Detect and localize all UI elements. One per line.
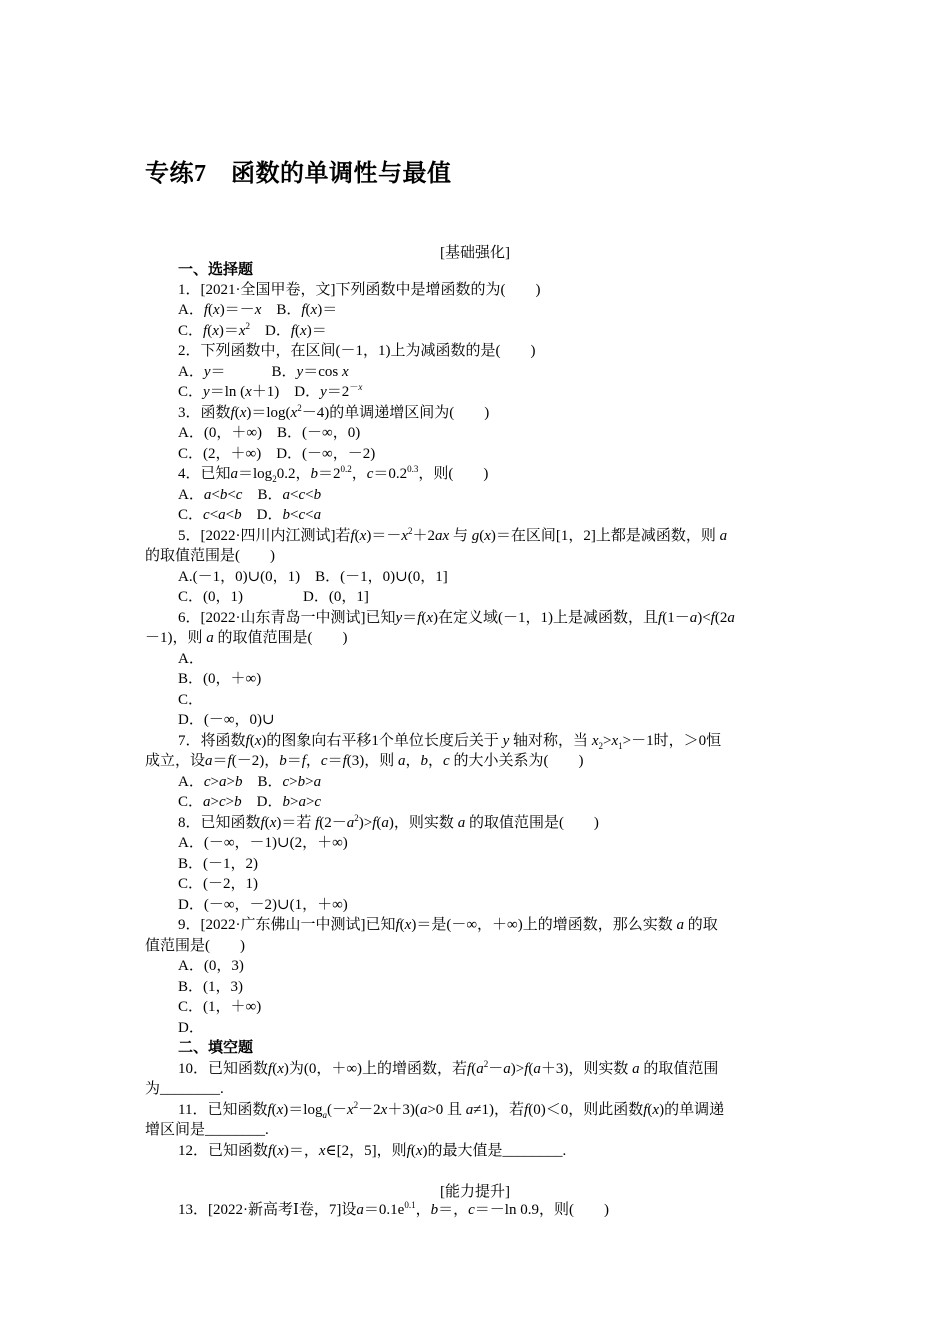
q9-stem: 9．[2022·广东佛山一中测试]已知f(x)＝是(－∞，＋∞)上的增函数，那么实数 a 的取: [178, 917, 718, 933]
heading-fill: 二、填空题: [178, 1040, 254, 1056]
q6-stem-cont: －1)，则 a 的取值范围是( ): [145, 630, 348, 646]
q8-option-b: B．(－1，2): [178, 856, 258, 872]
q11-stem: 11．已知函数$f(x)=\log_a(-x^2-2x+3)(a>0$ 且 a≠1)，若f(0)＜0，则此函数f(x)的单调递: [178, 1100, 725, 1120]
q11-stem-cont: 增区间是________.: [145, 1122, 269, 1138]
q9-option-c: C．(1，＋∞): [178, 999, 262, 1015]
q5-stem-cont: 的取值范围是( ): [145, 548, 275, 564]
q3-options-ab: A．(0，＋∞) B．(－∞，0): [178, 425, 361, 441]
q7-options-cd: C．a>c>b D．b>a>c: [178, 794, 322, 810]
section-basic: [基础强化]: [440, 245, 510, 261]
q10-stem-cont: 为________.: [145, 1081, 224, 1097]
q9-option-d: D．: [178, 1020, 204, 1036]
q4-stem: 4．已知$a=\log_20.2$，$b=2^{0.2}$，$c=0.2^{0.3}$，则( ): [178, 464, 489, 484]
q2-stem: 2．下列函数中，在区间(－1，1)上为减函数的是( ): [178, 343, 536, 359]
q6-option-b: B．(0，＋∞): [178, 671, 262, 687]
q7-stem-cont: 成立，设a＝f(－2)，b＝f，c＝f(3)，则 a，b，c 的大小关系为( ): [145, 753, 584, 769]
q9-option-a: A．(0，3): [178, 958, 244, 974]
q10-stem: 10．已知函数f(x)为(0，＋∞)上的增函数，若$f(a^2-a)>f(a+3)$，则实数 a 的取值范围: [178, 1059, 719, 1077]
q2-options-cd: C．y＝ln (x＋1) D．$y=2^{-x}$: [178, 382, 363, 400]
q9-option-b: B．(1，3): [178, 979, 243, 995]
q1-options-ab: A．f(x)＝－x B．f(x)＝: [178, 302, 338, 318]
q8-option-a: A．(－∞，－1)∪(2，＋∞): [178, 835, 348, 851]
q12-stem: 12．已知函数f(x)＝，x∈[2，5]，则f(x)的最大值是________.: [178, 1143, 567, 1159]
q6-option-c: C．: [178, 692, 204, 708]
q5-options-ab: A.(－1，0)∪(0，1) B．(－1，0)∪(0，1]: [178, 569, 448, 585]
q6-option-a: A．: [178, 651, 204, 667]
q3-options-cd: C．(2，＋∞) D．(－∞，－2): [178, 446, 376, 462]
q3-stem: 3．函数$f(x)=\log(x^2-4)$的单调递增区间为( ): [178, 403, 490, 421]
q4-options-cd: C．c<a<b D．b<c<a: [178, 507, 322, 523]
q7-options-ab: A．c>a>b B．c>b>a: [178, 774, 322, 790]
q5-options-cd: C．(0，1) D．(0，1]: [178, 589, 369, 605]
q1-stem: 1．[2021·全国甲卷，文]下列函数中是增函数的为( ): [178, 282, 541, 298]
q9-stem-cont: 值范围是( ): [145, 938, 245, 954]
q5-stem: 5．[2022·四川内江测试]若$f(x)=-x^2+2ax$ 与 g(x)＝在区间[1，2]上都是减函数，则 a: [178, 526, 728, 544]
q6-stem: 6．[2022·山东青岛一中测试]已知y＝f(x)在定义域(－1，1)上是减函数，且f(1－a)<f(2a: [178, 610, 735, 626]
q1-options-cd: C．$f(x)=x^2$ D．f(x)＝: [178, 321, 327, 339]
q2-options-ab: A．y＝ B．y＝cos x: [178, 364, 349, 380]
q6-option-d: D．(－∞，0)∪: [178, 712, 275, 728]
page-title: 专练7 函数的单调性与最值: [145, 161, 452, 187]
heading-choice: 一、选择题: [178, 262, 254, 278]
q13-stem: 13．[2022·新高考Ⅰ卷，7]设$a=0.1e^{0.1}$，b＝，c＝－ln 0.9，则( ): [178, 1200, 609, 1218]
q8-option-c: C．(－2，1): [178, 876, 258, 892]
q4-options-ab: A．a<b<c B．a<c<b: [178, 487, 322, 503]
q7-stem: 7．将函数f(x)的图象向右平移1个单位长度后关于 y 轴对称，当 $x_2>x_1>-1$时，＞0恒: [178, 733, 722, 751]
section-advanced: [能力提升]: [440, 1184, 510, 1200]
q8-option-d: D．(－∞，－2)∪(1，＋∞): [178, 897, 348, 913]
q8-stem: 8．已知函数f(x)＝若 $f(2-a^2)>f(a)$，则实数 a 的取值范围是( ): [178, 813, 599, 831]
